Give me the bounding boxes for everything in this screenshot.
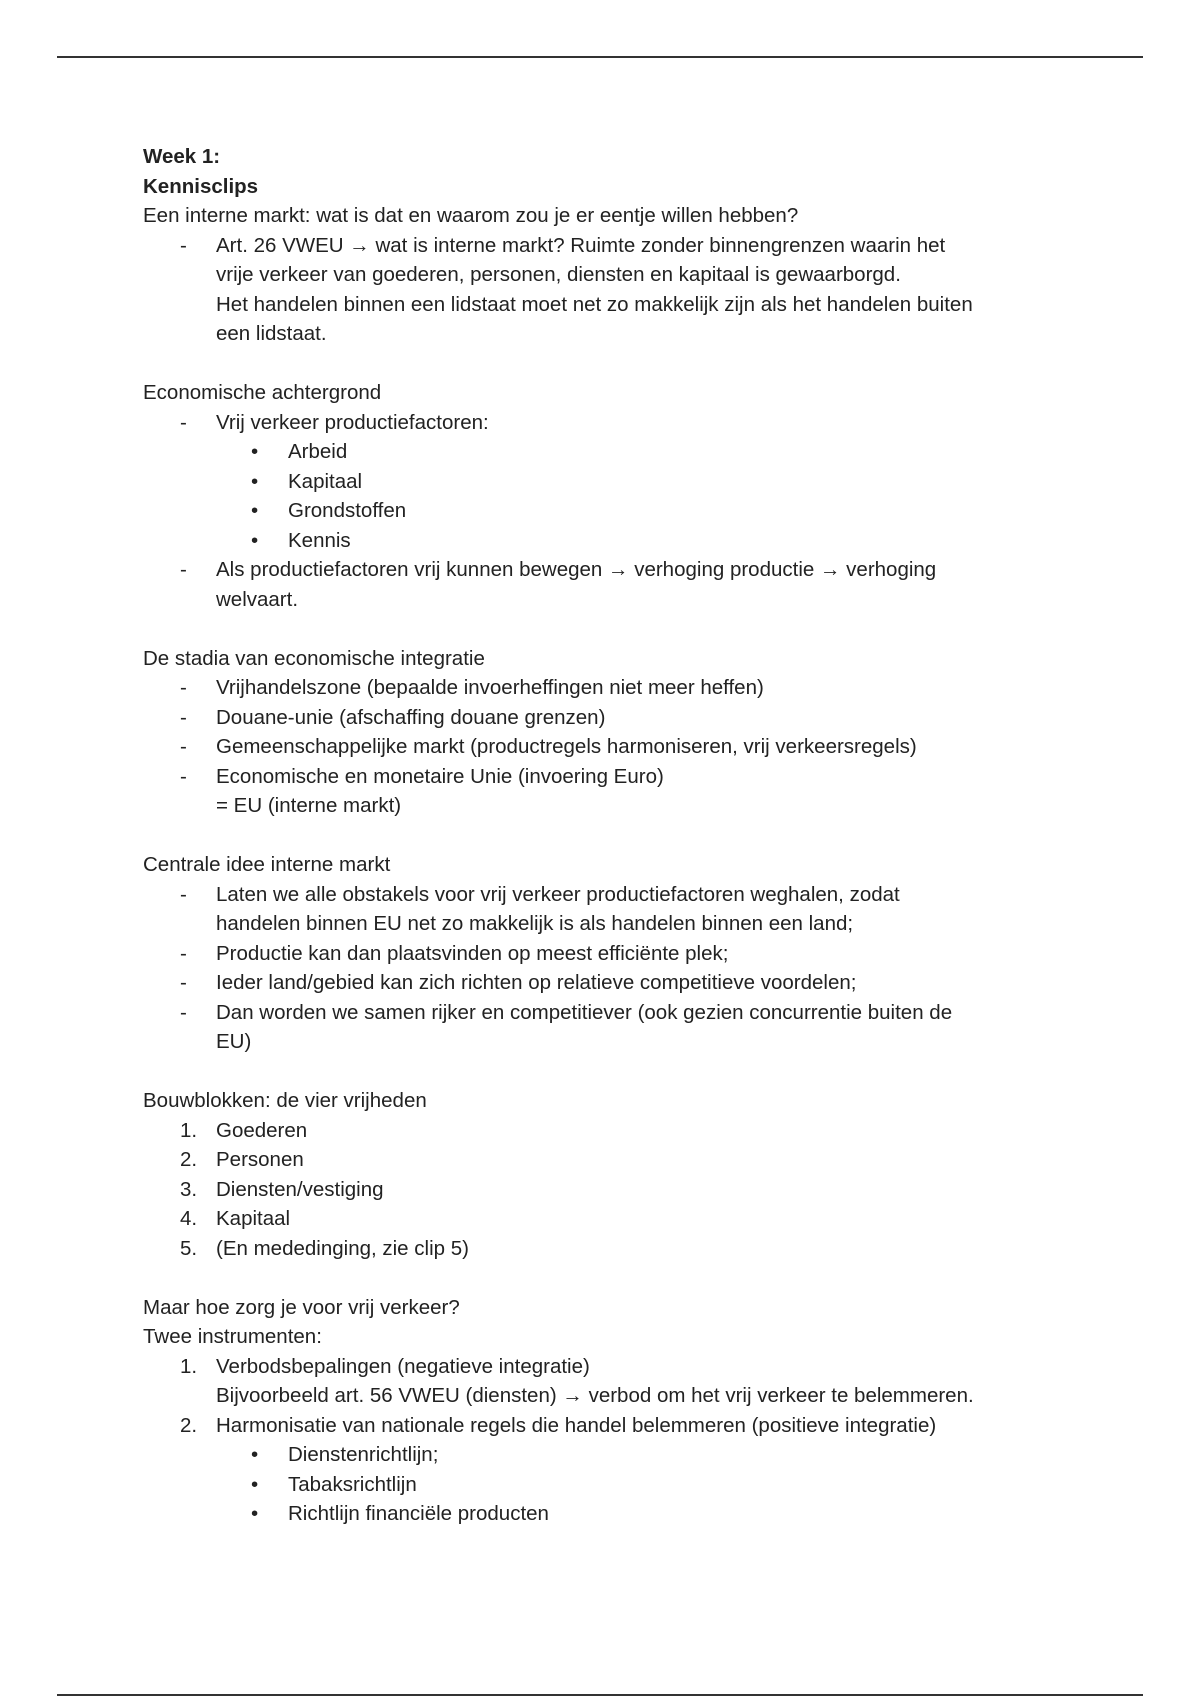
dash-marker: - <box>180 1000 187 1024</box>
dash-marker: - <box>180 410 187 434</box>
list-item: - Ieder land/gebied kan zich richten op relatieve competitieve voordelen; <box>143 968 1073 998</box>
section-heading: De stadia van economische integratie <box>143 646 485 670</box>
bullet-item: • Arbeid <box>143 437 1073 467</box>
dash-marker: - <box>180 676 187 699</box>
page-bottom-rule <box>57 1694 1143 1696</box>
dash-marker: - <box>180 735 187 758</box>
dash-marker: - <box>180 558 187 581</box>
bullet-item: • Dienstenrichtlijn; <box>143 1440 1073 1470</box>
numbered-item: 4. Kapitaal <box>143 1204 1073 1234</box>
bullet-marker: • <box>251 1472 259 1496</box>
list-item: - Productie kan dan plaatsvinden op meest efficiënte plek; <box>143 939 1073 969</box>
numbered-item: 5. (En mededinging, zie clip 5) <box>143 1234 1073 1264</box>
numbered-item: 3. Diensten/vestiging <box>143 1175 1073 1205</box>
list-item: - Laten we alle obstakels voor vrij verkeer productiefactoren weghalen, zodat <box>143 880 1073 910</box>
list-item: - Gemeenschappelijke markt (productregels harmoniseren, vrij verkeersregels) <box>143 732 1073 762</box>
section-heading: Maar hoe zorg je voor vrij verkeer? <box>143 1295 460 1319</box>
list-item-continuation: = EU (interne markt) <box>216 794 402 817</box>
bullet-item: • Richtlijn financiële producten <box>143 1499 1073 1529</box>
bullet-marker: • <box>251 528 259 552</box>
numbered-item: 1. Goederen <box>143 1116 1073 1146</box>
bullet-item: • Tabaksrichtlijn <box>143 1470 1073 1500</box>
number-marker: 2. <box>180 1413 198 1437</box>
dash-marker: - <box>180 971 187 994</box>
bullet-item: • Grondstoffen <box>143 496 1073 526</box>
bullet-marker: • <box>251 1502 259 1525</box>
numbered-item: 2. Harmonisatie van nationale regels die handel belemmeren (positieve integratie) <box>143 1411 1073 1441</box>
numbered-item: 2. Personen <box>143 1145 1073 1175</box>
bullet-marker: • <box>251 499 259 522</box>
list-item: - Vrij verkeer productiefactoren: <box>143 408 1073 438</box>
dash-marker: - <box>180 764 187 788</box>
dash-marker: - <box>180 882 187 906</box>
list-item: - Als productiefactoren vrij kunnen bewegen → verhoging productie → verhoging <box>143 555 1073 585</box>
bullet-marker: • <box>251 1443 259 1466</box>
section-subtitle: Kennisclips <box>143 174 259 198</box>
number-marker: 5. <box>180 1236 198 1260</box>
list-item: - Dan worden we samen rijker en competitiever (ook gezien concurrentie buiten de <box>143 998 1073 1028</box>
list-item-continuation: vrije verkeer van goederen, personen, diensten en kapitaal is gewaarborgd. <box>216 263 901 286</box>
week-heading: Week 1: <box>143 145 221 168</box>
number-marker: 2. <box>180 1148 198 1171</box>
list-item: - Vrijhandelszone (bepaalde invoerheffingen niet meer heffen) <box>143 673 1073 703</box>
list-item: - Economische en monetaire Unie (invoering Euro) <box>143 762 1073 792</box>
section-heading: Bouwblokken: de vier vrijheden <box>143 1089 427 1112</box>
document-body <box>143 142 1073 1529</box>
intro-question: Een interne markt: wat is dat en waarom zou je er eentje willen hebben? <box>143 204 799 227</box>
list-item-continuation: handelen binnen EU net zo makkelijk is als handelen binnen een land; <box>216 912 854 935</box>
bullet-marker: • <box>251 469 259 493</box>
page-top-rule <box>57 56 1143 58</box>
list-item: - Art. 26 VWEU → wat is interne markt? Ruimte zonder binnengrenzen waarin het <box>143 231 1073 261</box>
list-item-continuation: Bijvoorbeeld art. 56 VWEU (diensten) → verbod om het vrij verkeer te belemmeren. <box>216 1384 974 1407</box>
dash-marker: - <box>180 233 187 257</box>
list-item: - Douane-unie (afschaffing douane grenzen) <box>143 703 1073 733</box>
bullet-item: • Kennis <box>143 526 1073 556</box>
number-marker: 1. <box>180 1118 198 1142</box>
number-marker: 1. <box>180 1354 198 1378</box>
section-heading: Centrale idee interne markt <box>143 853 391 876</box>
bullet-marker: • <box>251 440 259 463</box>
dash-marker: - <box>180 705 187 729</box>
list-item-continuation: EU) <box>216 1030 252 1053</box>
bullet-item: • Kapitaal <box>143 467 1073 497</box>
section-heading: Economische achtergrond <box>143 381 382 404</box>
dash-marker: - <box>180 941 187 965</box>
section-heading: Twee instrumenten: <box>143 1325 322 1348</box>
number-marker: 3. <box>180 1177 198 1201</box>
number-marker: 4. <box>180 1207 198 1230</box>
list-item-continuation: welvaart. <box>216 587 299 611</box>
numbered-item: 1. Verbodsbepalingen (negatieve integratie) <box>143 1352 1073 1382</box>
list-item-continuation: Het handelen binnen een lidstaat moet net zo makkelijk zijn als het handelen buiten <box>216 292 973 316</box>
list-item-continuation: een lidstaat. <box>216 322 327 345</box>
